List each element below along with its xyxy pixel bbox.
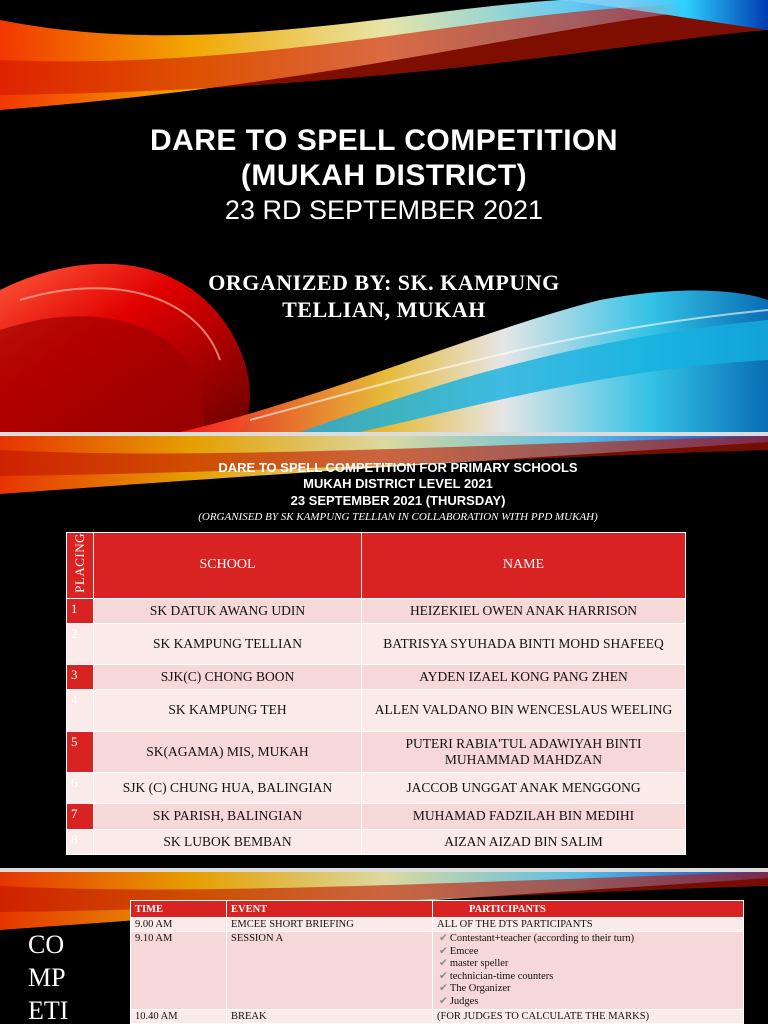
results-header-row	[67, 533, 686, 599]
list-item: ✔ master speller	[439, 958, 509, 969]
event-cell: EMCEE SHORT BRIEFING	[227, 918, 433, 932]
side-title-line: MP	[28, 963, 66, 992]
table-row	[67, 829, 686, 854]
list-item: ✔ technician-time counters	[439, 970, 554, 982]
side-title	[28, 928, 68, 1024]
col-header-time: TIME	[131, 901, 227, 918]
event-cell: BREAK	[227, 1010, 433, 1024]
name-cell: HEIZEKIEL OWEN ANAK HARRISON	[362, 598, 686, 623]
placing-cell: 7	[67, 803, 94, 829]
table-row	[131, 1010, 744, 1024]
col-header-event: EVENT	[227, 901, 433, 918]
check-icon: ✔	[439, 933, 448, 944]
table-row	[67, 623, 686, 664]
table-row	[67, 664, 686, 689]
time-cell: 9.00 AM	[131, 918, 227, 932]
schedule-slide	[0, 872, 768, 1024]
results-heading-3: 23 SEPTEMBER 2021 (THURSDAY)	[290, 493, 506, 508]
results-heading-1: DARE TO SPELL COMPETITION FOR PRIMARY SCHOOLS	[218, 460, 578, 475]
list-item: ✔ The Organizer	[439, 983, 511, 994]
check-icon: ✔	[439, 995, 448, 1007]
placing-cell: 3	[67, 664, 94, 689]
schedule-table	[130, 900, 744, 1024]
table-row	[131, 918, 744, 932]
school-cell: SK LUBOK BEMBAN	[94, 829, 362, 854]
slide-title-district: (MUKAH DISTRICT)	[240, 159, 528, 192]
title-slide	[0, 0, 768, 432]
table-row	[67, 803, 686, 829]
name-cell: PUTERI RABIA'TUL ADAWIYAH BINTI MUHAMMAD MAHDZAN	[362, 731, 686, 772]
table-row	[67, 772, 686, 803]
table-row	[67, 731, 686, 772]
results-subheading: (ORGANISED BY SK KAMPUNG TELLIAN IN COLLABORATION WITH PPD MUKAH)	[198, 511, 598, 523]
col-header-school: SCHOOL	[94, 533, 362, 599]
event-cell: SESSION A	[227, 932, 433, 1010]
school-cell: SK(AGAMA) MIS, MUKAH	[94, 731, 362, 772]
check-icon: ✔	[439, 945, 448, 957]
table-row	[67, 689, 686, 731]
results-heading-2: MUKAH DISTRICT LEVEL 2021	[303, 476, 493, 491]
check-icon: ✔	[439, 970, 448, 982]
name-cell: MUHAMAD FADZILAH BIN MEDIHI	[362, 803, 686, 829]
school-cell: SK KAMPUNG TELLIAN	[94, 623, 362, 664]
time-cell: 9.10 AM	[131, 932, 227, 1010]
school-cell: SK PARISH, BALINGIAN	[94, 803, 362, 829]
placing-cell: 2	[67, 623, 94, 664]
participants-cell: ALL OF THE DTS PARTICIPANTS	[433, 918, 744, 932]
side-title-line: ETI	[28, 996, 69, 1024]
school-cell: SK KAMPUNG TEH	[94, 689, 362, 731]
organizer-line-2: TELLIAN, MUKAH	[282, 297, 486, 322]
check-icon: ✔	[439, 983, 448, 994]
check-icon: ✔	[439, 958, 448, 969]
col-header-name: NAME	[362, 533, 686, 599]
school-cell: SJK (C) CHUNG HUA, BALINGIAN	[94, 772, 362, 803]
time-cell: 10.40 AM	[131, 1010, 227, 1024]
schedule-header-row	[131, 901, 744, 918]
col-header-placing: PLACING	[67, 533, 94, 599]
school-cell: SJK(C) CHONG BOON	[94, 664, 362, 689]
name-cell: JACCOB UNGGAT ANAK MENGGONG	[362, 772, 686, 803]
organizer-line-1: ORGANIZED BY: SK. KAMPUNG	[208, 270, 560, 295]
school-cell: SK DATUK AWANG UDIN	[94, 598, 362, 623]
participants-cell: (FOR JUDGES TO CALCULATE THE MARKS)	[433, 1010, 744, 1024]
placing-cell: 8	[67, 829, 94, 854]
side-title-line: CO	[28, 930, 65, 959]
list-item: ✔ Judges	[439, 995, 479, 1007]
placing-cell: 4	[67, 689, 94, 731]
name-cell: AYDEN IZAEL KONG PANG ZHEN	[362, 664, 686, 689]
name-cell: AIZAN AIZAD BIN SALIM	[362, 829, 686, 854]
participants-cell	[433, 932, 744, 1010]
placing-cell: 1	[67, 598, 94, 623]
name-cell: ALLEN VALDANO BIN WENCESLAUS WEELING	[362, 689, 686, 731]
results-slide	[0, 436, 768, 868]
list-item: ✔ Contestant+teacher (according to their turn)	[439, 933, 635, 944]
table-row	[131, 932, 744, 1010]
name-cell: BATRISYA SYUHADA BINTI MOHD SHAFEEQ	[362, 623, 686, 664]
participants-list	[437, 933, 739, 1008]
list-item: ✔ Emcee	[439, 945, 479, 957]
placing-cell: 6	[67, 772, 94, 803]
col-header-participants: PARTICIPANTS	[433, 901, 744, 918]
slide-date: 23 RD SEPTEMBER 2021	[224, 195, 544, 225]
table-row	[67, 598, 686, 623]
slide-title: DARE TO SPELL COMPETITION	[149, 124, 619, 157]
placing-cell: 5	[67, 731, 94, 772]
results-table	[66, 532, 686, 855]
